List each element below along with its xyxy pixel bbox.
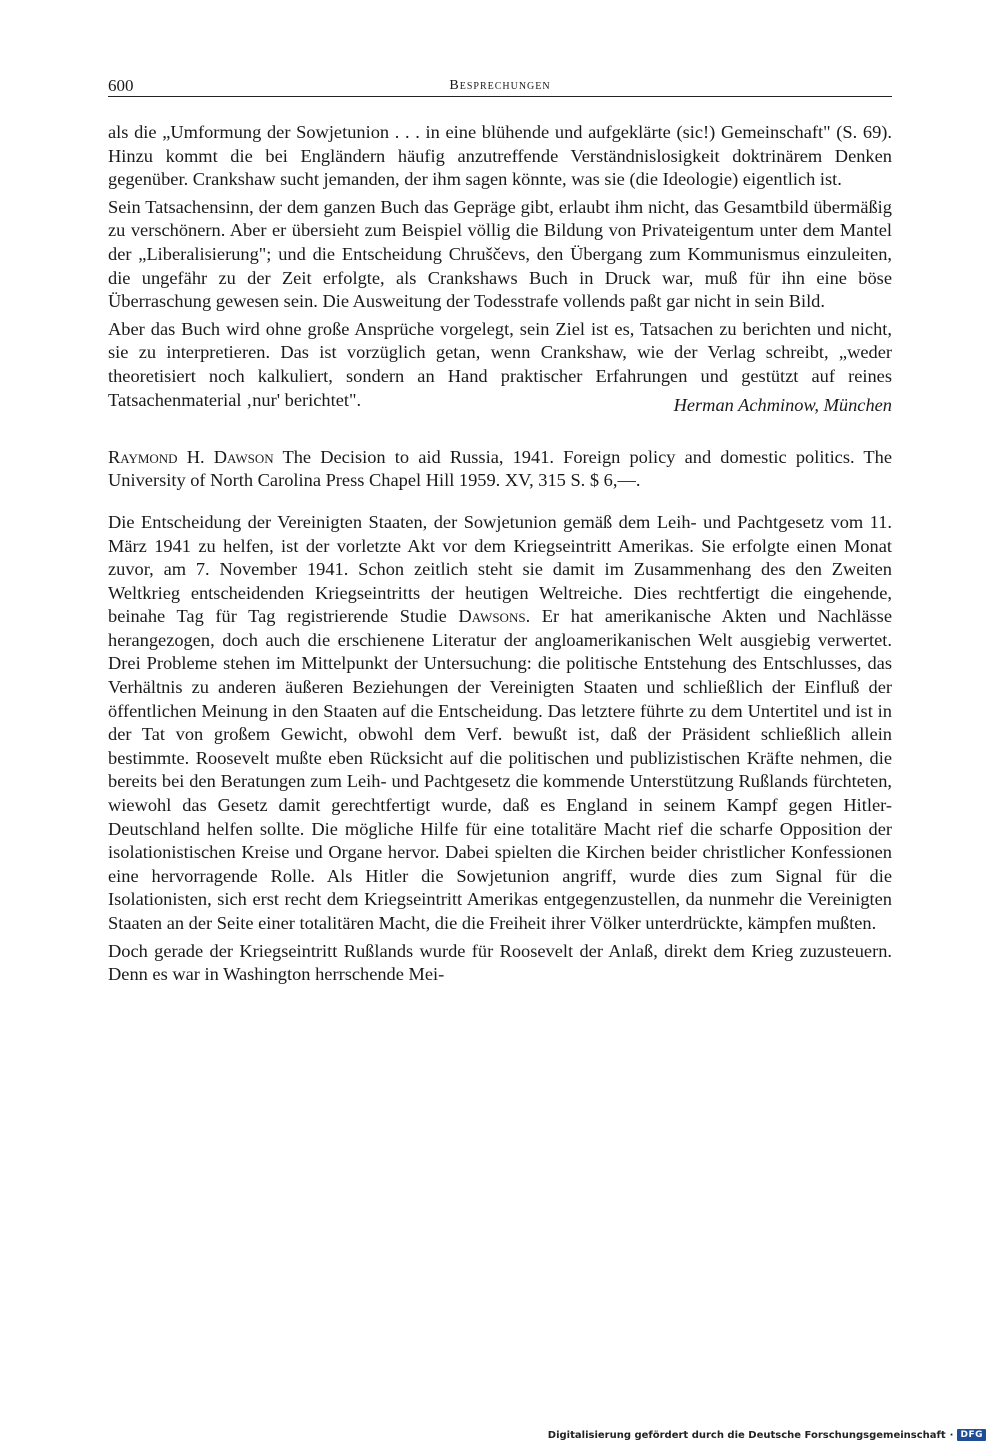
page-header (108, 70, 892, 97)
review1-paragraph-1: als die „Umformung der Sowjetunion . . . in eine blühende und aufgeklärte (sic!) Gemeinschaft" (S. 69). Hinzu kommt die bei Engländern häufig anzutreffende Verständnislosigkeit doktrinärem Denken gegenüber. Crankshaw sucht jemanden, der ihm sagen könnte, was sie (die Ideologie) eigentlich ist. (108, 122, 892, 190)
page-content (108, 121, 892, 987)
review1-paragraph-3: Aber das Buch wird ohne große Ansprüche vorgelegt, sein Ziel ist es, Tatsachen zu berichten und nicht, sie zu interpretieren. Das ist vorzüglich getan, wenn Crankshaw, wie der Verlag schreibt, „weder theoretisiert noch kalkuliert, sondern an Hand praktischer Erfahrungen und gestützt auf reines Tatsachenmaterial ‚nur' berichtet". (108, 318, 892, 410)
review2-paragraph-2: Doch gerade der Kriegseintritt Rußlands wurde für Roosevelt der Anlaß, direkt dem Krieg zuzusteuern. Denn es war in Washington herrschende Mei- (108, 940, 892, 985)
footer-separator: · (949, 1429, 954, 1441)
page-number: 600 (108, 76, 134, 95)
review2-citation: The Decision to aid Russia, 1941. Foreign policy and domestic politics. The University of North Carolina Press Chapel Hill 1959. XV, 315 S. $ 6,—. (108, 446, 893, 491)
dfg-logo-icon: DFG (957, 1429, 986, 1441)
review2-paragraph-1-part1: Die Entscheidung der Vereinigten Staaten, der Sowjetunion gemäß dem Leih- und Pachtgesetz vom 11. März 1941 zu helfen, ist der vorletzte Akt vor dem Kriegseintritt Amerikas. Sie erfolgte einen Monat zuvor, am 7. November 1941. Schon zeitlich steht sie damit im Zusammenhang des den Zweiten Weltkrieg entscheidenden Kriegseintritts der heutigen Weltreiche. Dies rechtfertigt die eingehende, beinahe Tag für Tag registrierende Studie (108, 511, 892, 627)
review2-reviewed-author-name: Dawsons (458, 606, 526, 627)
review1-paragraph-2: Sein Tatsachensinn, der dem ganzen Buch das Gepräge gibt, erlaubt ihm nicht, das Gesamtbild übermäßig zu verschönern. Aber er übersieht zum Beispiel völlig die Bildung von Privateigentum unter dem Mantel der „Liberalisierung"; und die Entscheidung Chruščevs, den Übergang zum Kommunismus einzuleiten, die ungefähr zu der Zeit erfolgte, als Crankshaws Buch in Druck war, muß für ihn eine böse Überraschung gewesen sein. Die Ausweitung der Todesstrafe vollends paßt gar nicht in sein Bild. (108, 196, 892, 312)
review2-heading (108, 446, 892, 493)
review1-signature: Herman Achminow, München (673, 395, 892, 416)
digitization-footer (548, 1429, 986, 1441)
running-head: Besprechungen (449, 78, 551, 93)
review2-author: Raymond H. Dawson (108, 446, 274, 467)
page (108, 70, 892, 987)
review2-paragraph-1 (108, 511, 892, 936)
review2-paragraph-1-part2: . Er hat amerikanische Akten und Nachlässe herangezogen, doch auch die erschienene Literatur der angloamerikanischen Welt ausgiebig verwertet. Drei Probleme stehen im Mittelpunkt der Untersuchung: die politische Entstehung des Entschlusses, das Verhältnis zu anderen äußeren Beziehungen der Vereinigten Staaten und schließlich der Einfluß der öffentlichen Meinung in den Staaten auf die Entscheidung. Das letztere führte zu dem Untertitel und ist in der Tat von großem Gewicht, obwohl dem Verf. bewußt ist, daß der Präsident schließlich allein bestimmte. Roosevelt mußte eben Rücksicht auf die politischen und publizistischen Kräfte nehmen, die bereits bei den Beratungen zum Leih- und Pachtgesetz die kommende Unterstützung Rußlands fürchteten, wiewohl das Gesetz damit gerechtfertigt wurde, daß es England in seinem Kampf gegen Hitler-Deutschland helfen sollte. Die mögliche Hilfe für eine totalitäre Macht rief die scharfe Opposition der isolationistischen Kreise und Organe hervor. Dabei spielten die Kirchen beider christlicher Konfessionen eine hervorragende Rolle. Als Hitler die Sowjetunion angriff, wurde dies zum Signal für die Isolationisten, sich erst recht dem Kriegseintritt Amerikas entgegenzustellen, da nunmehr die Vereinigten Staaten an der Seite einer totalitären Macht, die die Freiheit ihrer Völker unterdrückte, kämpfen mußten. (108, 606, 892, 933)
footer-text: Digitalisierung gefördert durch die Deutsche Forschungsgemeinschaft (547, 1429, 946, 1441)
